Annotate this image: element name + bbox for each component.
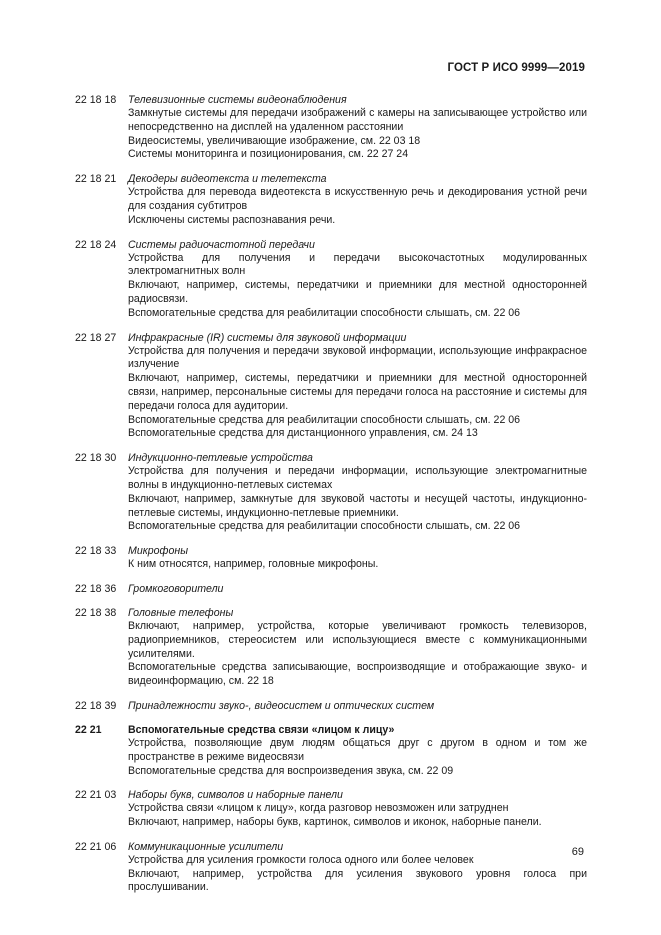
entry-code: 22 18 38	[75, 606, 117, 619]
entry-description	[128, 737, 587, 778]
document-header: ГОСТ Р ИСО 9999—2019	[447, 62, 585, 74]
entry-title: Декодеры видеотекста и телетекста	[128, 173, 327, 186]
entry-title: Принадлежности звуко-, видеосистем и оптических систем	[128, 699, 435, 712]
entry-heading	[75, 840, 587, 854]
page-number: 69	[571, 846, 584, 858]
classification-list	[75, 93, 587, 905]
description-line: Устройства для перевода видеотекста в искусственную речь и декодирования устной речи для создания субтитров	[128, 186, 587, 212]
entry-title: Телевизионные системы видеонаблюдения	[128, 94, 347, 106]
entry-title: Головные телефоны	[128, 606, 234, 619]
description-line: Замкнутые системы для передачи изображений с камеры на записывающее устройство или непосредственно на дисплей на удаленном расстоянии	[128, 107, 587, 133]
description-line: Исключены системы распознавания речи.	[128, 213, 336, 226]
classification-entry	[75, 544, 587, 572]
description-line: Устройства для усиления громкости голоса одного или более человек	[128, 853, 474, 866]
description-line: Вспомогательные средства для реабилитации способности слышать, см. 22 06	[128, 306, 521, 319]
entry-title: Инфракрасные (IR) системы для звуковой информации	[128, 331, 407, 344]
classification-entry	[75, 331, 587, 442]
entry-code: 22 21 03	[75, 789, 117, 802]
entry-heading	[75, 331, 587, 345]
entry-description	[128, 186, 587, 227]
classification-entry	[75, 238, 587, 321]
description-line: Устройства для получения и передачи звуковой информации, использующие инфракрасное излучение	[128, 344, 587, 371]
classification-entry	[75, 699, 587, 713]
entry-description	[128, 620, 587, 689]
classification-entry	[75, 582, 587, 596]
entry-title: Индукционно-петлевые устройства	[128, 452, 313, 465]
entry-code: 22 18 39	[75, 699, 117, 712]
description-line: Включают, например, устройства, которые увеличивают громкость телевизоров, радиоприемников, стереосистем или использующиеся вместе с коммуникационными усилителями.	[128, 619, 587, 660]
description-line: Вспомогательные средства записывающие, воспроизводящие и отображающие звуко- и видеоинформацию, см. 22 18	[128, 661, 587, 688]
description-line: Включают, например, устройства для усиления звукового уровня голоса при прослушивании.	[128, 867, 587, 894]
entry-code: 22 18 27	[75, 331, 117, 344]
description-line: Включают, например, системы, передатчики и приемники для местной односторонней связи, например, персональные системы для передачи голоса на расстояние и системы для передачи голоса для аудитории.	[128, 372, 588, 412]
entry-heading	[75, 238, 587, 252]
entry-description	[128, 107, 587, 162]
entry-code: 22 18 21	[75, 173, 117, 186]
entry-title: Громкоговорители	[128, 582, 224, 595]
entry-code: 22 18 30	[75, 452, 117, 465]
entry-heading	[75, 788, 587, 802]
entry-code: 22 21 06	[75, 840, 117, 853]
entry-heading	[75, 172, 587, 186]
entry-title: Наборы букв, символов и наборные панели	[128, 789, 343, 802]
entry-code: 22 21	[75, 723, 102, 736]
description-line: Устройства, позволяющие двум людям общаться друг с другом в одном и том же пространстве в режиме видеосвязи	[128, 736, 587, 763]
description-line: Системы мониторинга и позиционирования, см. 22 27 24	[128, 148, 409, 161]
description-line: Устройства для получения и передачи информации, использующие электромагнитные волны в индукционно-петлевых системах	[128, 465, 587, 491]
description-line: Включают, например, системы, передатчики и приемники для местной односторонней радиосвязи.	[128, 279, 587, 305]
classification-entry	[75, 788, 587, 830]
description-line: Вспомогательные средства для воспроизведения звука, см. 22 09	[128, 764, 454, 777]
description-line: К ним относятся, например, головные микрофоны.	[128, 558, 379, 571]
description-line: Устройства для получения и передачи высокочастотных модулированных электромагнитных волн	[128, 251, 587, 278]
classification-entry	[75, 840, 587, 895]
entry-code: 22 18 24	[75, 238, 117, 251]
entry-description	[128, 802, 587, 830]
entry-heading	[75, 93, 587, 107]
classification-entry	[75, 606, 587, 689]
description-line: Включают, например, наборы букв, картинок, символов и иконок, наборные панели.	[128, 816, 542, 829]
entry-heading	[75, 451, 587, 465]
entry-code: 22 18 36	[75, 582, 117, 595]
description-line: Вспомогательные средства для реабилитации способности слышать, см. 22 06	[128, 413, 521, 426]
entry-description	[128, 252, 587, 321]
classification-entry	[75, 723, 587, 778]
classification-entry	[75, 172, 587, 227]
entry-heading	[75, 606, 587, 620]
entry-title: Вспомогательные средства связи «лицом к лицу»	[128, 723, 395, 736]
description-line: Устройства связи «лицом к лицу», когда разговор невозможен или затруднен	[128, 802, 509, 815]
classification-entry	[75, 93, 587, 162]
entry-title: Системы радиочастотной передачи	[128, 238, 315, 251]
entry-description	[128, 465, 587, 534]
entry-code: 22 18 18	[75, 94, 117, 106]
description-line: Видеосистемы, увеличивающие изображение, см. 22 03 18	[128, 134, 421, 147]
description-line: Вспомогательные средства для реабилитации способности слышать, см. 22 06	[128, 520, 521, 533]
description-line: Вспомогательные средства для дистанционного управления, см. 24 13	[128, 427, 478, 440]
entry-description	[128, 854, 587, 895]
entry-description	[128, 558, 587, 572]
entry-code: 22 18 33	[75, 545, 117, 558]
entry-heading	[75, 723, 587, 737]
classification-entry	[75, 451, 587, 534]
entry-title: Коммуникационные усилители	[128, 840, 284, 853]
description-line: Включают, например, замкнутые для звуковой частоты и несущей частоты, индукционно-петлевые системы, индукционно-петлевые приемники.	[128, 492, 587, 519]
entry-heading	[75, 544, 587, 558]
entry-heading	[75, 582, 587, 596]
entry-heading	[75, 699, 587, 713]
entry-title: Микрофоны	[128, 545, 188, 558]
entry-description	[128, 345, 587, 442]
